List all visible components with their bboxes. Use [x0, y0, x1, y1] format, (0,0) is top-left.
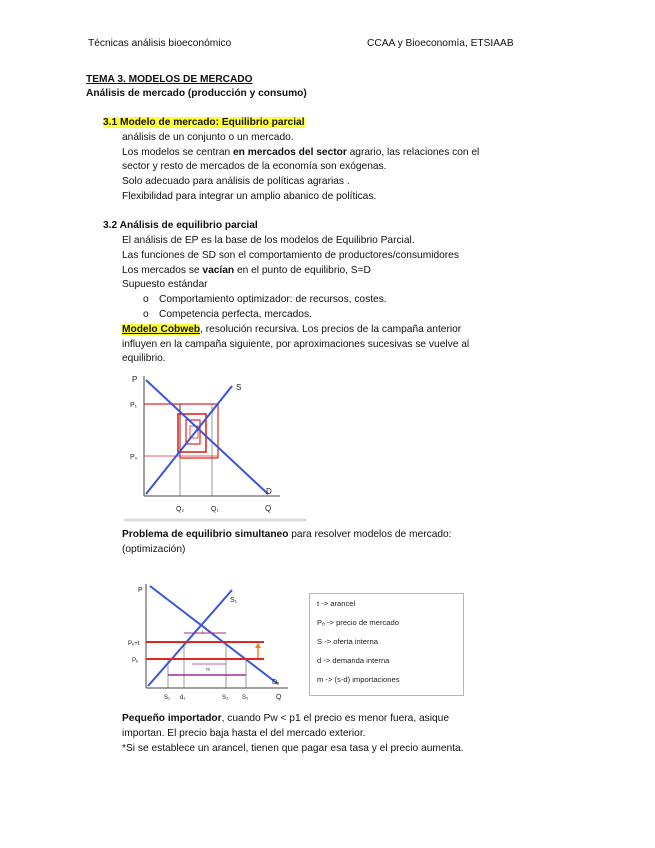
problem-bold: Problema de equilibrio simultaneo: [122, 529, 289, 540]
cobweb-q2-label: Q₂: [176, 506, 185, 513]
cobweb-line-3: equilibrio.: [122, 353, 166, 364]
cobweb-q1-label: Q₁: [211, 506, 219, 513]
s31-line-3: sector y resto de mercados de la economía son exógenas.: [122, 161, 387, 172]
s31-line-4: Solo adecuado para análisis de políticas agrarias .: [122, 176, 350, 187]
tariff-t-label: t: [202, 630, 204, 636]
s31-line-2-bold: en mercados del sector: [233, 147, 347, 158]
bullet-1-glyph: o: [143, 294, 149, 305]
cobweb-p0-label: P₀: [130, 454, 138, 461]
header-right: CCAA y Bioeconomía, ETSIAAB: [367, 38, 514, 49]
bullet-2-glyph: o: [143, 309, 149, 320]
cobweb-d-label: D: [266, 487, 272, 496]
s31-line-2-post: agrario, las relaciones con el: [346, 147, 480, 158]
tariff-diagram: [128, 578, 298, 706]
cobweb-p1-label: P₁: [130, 402, 138, 409]
cobweb-line-2: influyen en la campaña siguiente, por aproximaciones sucesivas se vuelve al: [122, 339, 470, 350]
small-line-1: [122, 712, 449, 726]
cobweb-p-axis-label: P: [132, 375, 138, 384]
tariff-d-label: D₁: [272, 679, 280, 686]
tariff-q-axis-label: Q: [276, 694, 282, 701]
s31-line-2-pre: Los modelos se centran: [122, 147, 233, 158]
cobweb-demand-line: [146, 380, 268, 494]
section-3-1-heading: [103, 116, 305, 130]
s32-line-3-pre: Los mercados se: [122, 265, 203, 276]
tariff-s-label: S₁: [230, 597, 238, 604]
tariff-pw-label: Pₑ: [132, 658, 139, 664]
legend-m: m -> (s-d) importaciones: [317, 675, 400, 684]
cobweb-q-axis-label: Q: [265, 504, 272, 513]
s32-line-2: Las funciones de SD son el comportamiento de productores/consumidores: [122, 250, 459, 261]
s32-line-1: El análisis de EP es la base de los modelos de Equilibrio Parcial.: [122, 235, 415, 246]
s31-line-1: análisis de un conjunto o un mercado.: [122, 132, 294, 143]
cobweb-label: Modelo Cobweb: [122, 324, 201, 335]
legend-s: S -> oferta interna: [317, 637, 378, 646]
small-line-2: importan. El precio baja hasta el del mercado exterior.: [122, 728, 366, 739]
problem-line-2: (optimización): [122, 544, 186, 555]
tariff-legend: [309, 593, 464, 696]
tariff-demand-line: [150, 586, 278, 684]
section-3-2-heading: 3.2 Análisis de equilibrio parcial: [103, 220, 258, 231]
legend-t: t -> arancel: [317, 599, 356, 608]
tariff-p-axis-label: P: [138, 587, 143, 594]
tariff-pw-t-label: Pₑ+t: [128, 641, 140, 647]
header-left: Técnicas análisis bioeconómico: [88, 38, 232, 49]
cobweb-line-1: [122, 323, 461, 337]
small-line-1-post: , cuando Pw < p1 el precio es menor fuera, asique: [221, 713, 449, 724]
page-title: TEMA 3. MODELOS DE MERCADO: [86, 74, 253, 85]
cobweb-s-label: S: [236, 383, 242, 392]
section-3-1-heading-text: 3.1 Modelo de mercado: Equilibrio parcial: [103, 117, 305, 128]
small-bold: Pequeño importador: [122, 713, 222, 724]
cobweb-supply-line: [146, 386, 232, 494]
bullet-1-text: Comportamiento optimizador: de recursos, costes.: [159, 294, 387, 305]
s32-line-3-bold: vacían: [202, 265, 235, 276]
s32-line-3-post: en el punto de equilibrio, S=D: [234, 265, 371, 276]
cobweb-line-1-post: , resolución recursiva. Los precios de la campaña anterior: [200, 324, 462, 335]
s32-line-3: [122, 264, 371, 278]
small-line-3: *Si se establece un arancel, tienen que pagar esa tasa y el precio aumenta.: [122, 743, 464, 754]
tariff-x-tick-3: S₂: [222, 695, 229, 701]
bullet-2-text: Competencia perfecta, mercados.: [159, 309, 312, 320]
tariff-x-tick-4: S₂: [242, 695, 249, 701]
problem-line-1: [122, 528, 452, 542]
problem-line-1-post: para resolver modelos de mercado:: [288, 529, 452, 540]
tariff-x-tick-2: d₁: [180, 695, 186, 701]
s32-line-4: Supuesto estándar: [122, 279, 208, 290]
legend-d: d -> demanda interna: [317, 656, 390, 665]
page-subtitle: Análisis de mercado (producción y consumo): [86, 88, 307, 99]
cobweb-diagram: [120, 366, 306, 526]
s31-line-5: Flexibilidad para integrar un amplio abanico de políticas.: [122, 191, 377, 202]
tariff-x-tick-1: S₁: [164, 695, 171, 701]
s31-line-2: [122, 146, 479, 160]
tariff-m-label: m: [206, 667, 211, 673]
legend-pw: Pₑ -> precio de mercado: [317, 618, 399, 627]
